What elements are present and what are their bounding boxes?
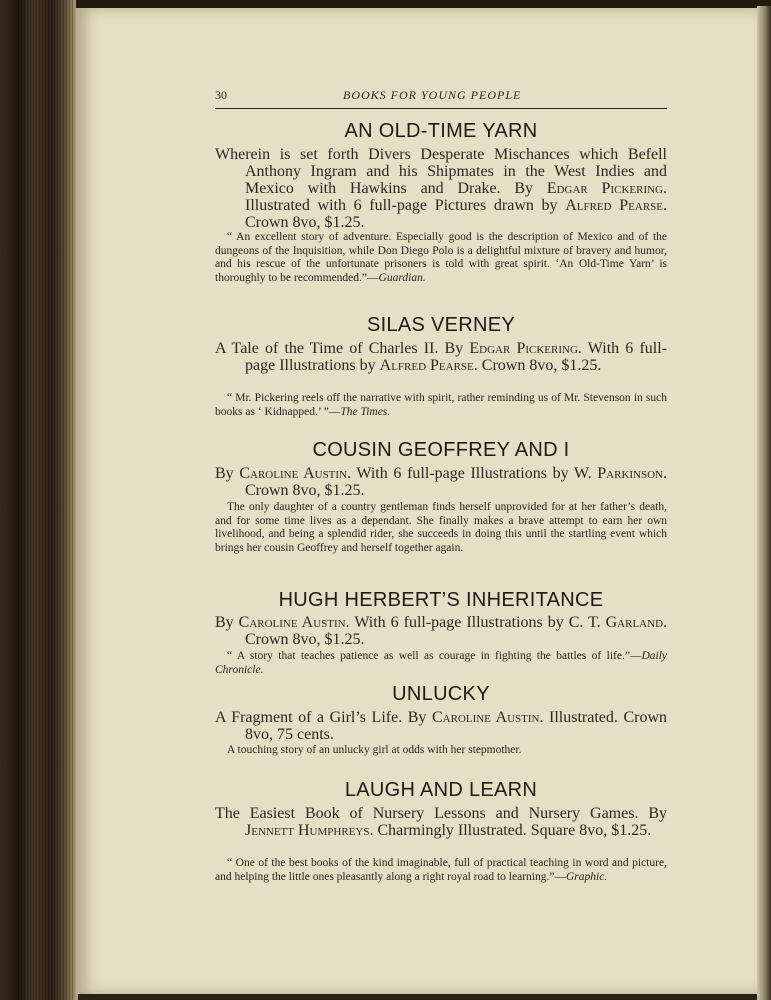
desc-text: By [215, 465, 240, 482]
entry-description [215, 805, 667, 839]
running-header [215, 86, 667, 109]
illustrator-name: Alfred Pearse [565, 197, 663, 214]
desc-text: By [215, 614, 239, 631]
desc-text: . Crown 8vo, $1.25. [245, 465, 668, 499]
entry-description [215, 709, 667, 743]
illustrator-name: Garland [605, 614, 664, 631]
author-name: Edgar Pickering [546, 180, 663, 197]
review-quote [215, 231, 667, 285]
desc-text: . Crown 8vo, $1.25. [245, 614, 668, 648]
review-quote [215, 744, 667, 758]
review-quote [215, 857, 667, 884]
quote-source: Daily Chronicle. [215, 650, 667, 676]
entry-description [215, 465, 667, 499]
page-edge [757, 6, 771, 1000]
author-name: Jennett Humphreys [245, 822, 370, 839]
desc-text: . With 6 full-page Illustrations by [245, 340, 667, 374]
desc-text: . With 6 full-page Illustrations by C. T. [345, 614, 606, 631]
entry-title: COUSIN GEOFFREY AND I [312, 439, 570, 461]
quote-source: Guardian. [378, 271, 426, 284]
desc-text: . Crown 8vo, $1.25. [473, 357, 602, 374]
quote-text: “ One of the best books of the kind imaginable, full of practical teaching in word and picture, and helping the little ones pleasantly along a right royal road to learning.”— [215, 857, 667, 883]
quote-text: A touching story of an unlucky girl at odds with her stepmother. [227, 744, 522, 756]
quote-source: The Times. [340, 405, 391, 418]
quote-source: Graphic. [565, 870, 608, 883]
entry-title: UNLUCKY [392, 683, 490, 705]
author-name: Caroline Austin [238, 614, 346, 631]
page-stack-edges [18, 0, 74, 1000]
review-quote [215, 501, 667, 555]
entry-description [215, 340, 667, 374]
quote-text: “ Mr. Pickering reels off the narrative with spirit, rather reminding us of Mr. Stevenson in such books as ‘ Kidnapped.’ ”— [215, 392, 667, 418]
author-name: Caroline Austin [239, 465, 348, 482]
author-name: Edgar Pickering [469, 340, 578, 357]
desc-text: A Fragment of a Girl’s Life. By [215, 709, 432, 726]
review-quote [215, 650, 667, 677]
desc-text: Wherein is set forth Divers Desperate Mischances which Befell Anthony Ingram and his Shipmates in the West Indies and Mexico with Hawkins and Drake. By [215, 146, 667, 197]
page-number: 30 [215, 88, 227, 102]
quote-text: The only daughter of a country gentleman finds herself unprovided for at her father’s death, and for some time lives as a dependant. She finally makes a brave attempt to earn her own livelihood, and being a splendid rider, she succeeds in doing this until the startling event which brings her cousin Geoffrey and herself together again. [215, 501, 667, 554]
entry-title: AN OLD-TIME YARN [344, 120, 538, 142]
quote-text: “ A story that teaches patience as well as courage in fighting the battles of life.”— [227, 650, 642, 662]
entry-title: HUGH HERBERT’S INHERITANCE [278, 589, 604, 611]
author-name: Caroline Austin [431, 709, 540, 726]
desc-text: . Illustrated with 6 full-page Pictures drawn by [245, 180, 667, 214]
running-title: BOOKS FOR YOUNG PEOPLE [343, 88, 522, 102]
desc-text: The Easiest Book of Nursery Lessons and Nursery Games. By [215, 805, 667, 822]
illustrator-name: Alfred Pearse [379, 357, 474, 374]
desc-text: A Tale of the Time of Charles II. By [215, 340, 470, 357]
entry-description [215, 614, 667, 648]
review-quote [215, 392, 667, 419]
desc-text: . Illustrated. Crown 8vo, 75 cents. [245, 709, 667, 743]
desc-text: . Crown 8vo, $1.25. [245, 197, 667, 231]
entry-title: SILAS VERNEY [366, 314, 516, 336]
entry-description [215, 146, 667, 231]
entry-title: LAUGH AND LEARN [344, 779, 538, 801]
quote-text: “ An excellent story of adventure. Especially good is the description of Mexico and of the dungeons of the Inquisition, while Don Diego Polo is a delightful mixture of bravery and humor, and his rescue of the unfortunate prisoners is told with great spirit. ‘An Old-Time Yarn’ is thoroughly to be recommended.”— [215, 231, 667, 284]
desc-text: . With 6 full-page Illustrations by W. [347, 465, 598, 482]
desc-text: . Charmingly Illustrated. Square 8vo, $1.25. [369, 822, 652, 839]
illustrator-name: Parkinson [597, 465, 664, 482]
